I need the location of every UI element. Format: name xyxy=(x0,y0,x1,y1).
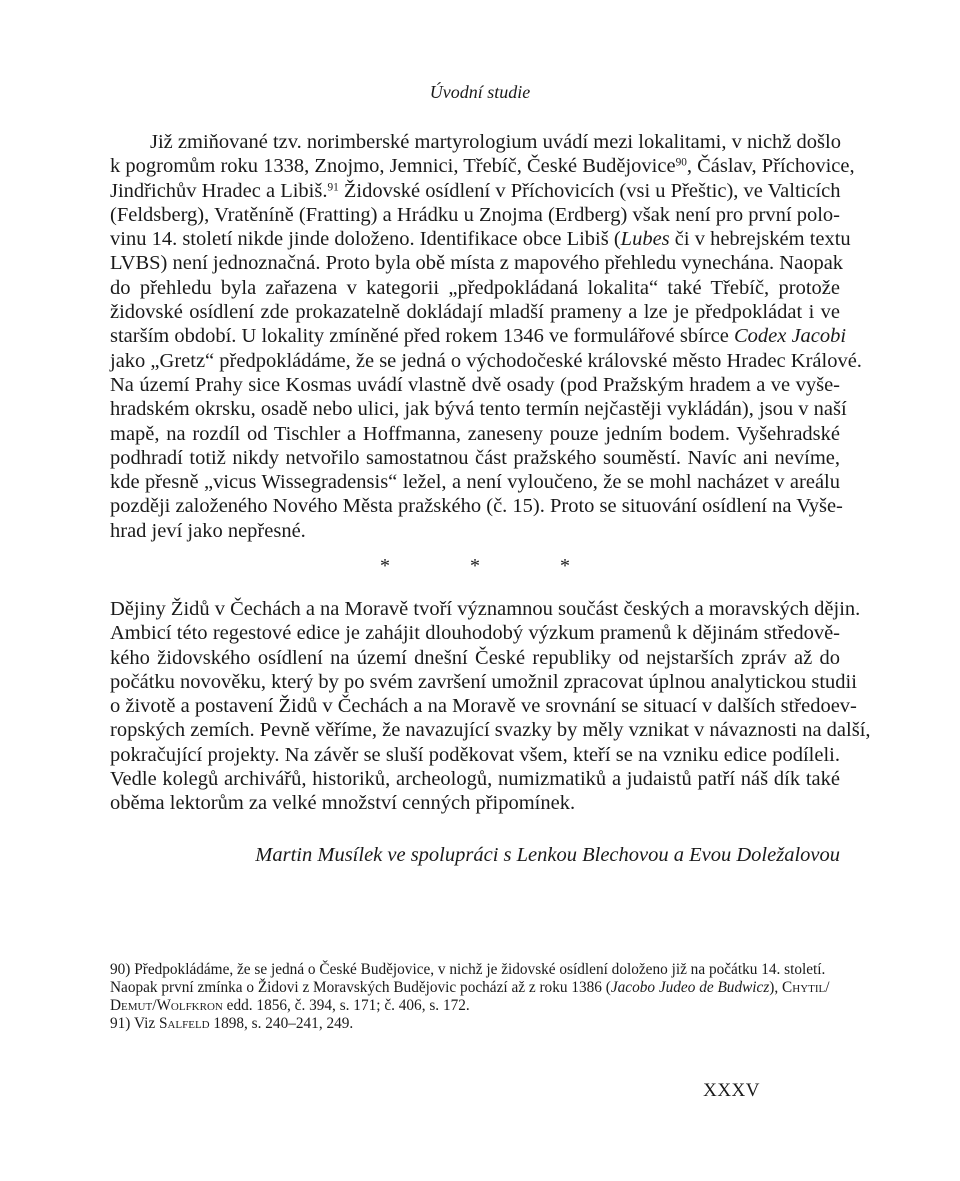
asterisk: * xyxy=(560,555,570,577)
footnote-90-cont xyxy=(110,979,840,997)
text: podhradí totiž nikdy netvořilo samostatnou část pražského souměstí. Navíc ani nevíme, xyxy=(110,446,840,469)
text: 1898, s. 240–241, 249. xyxy=(209,1015,354,1032)
text-line xyxy=(110,767,840,791)
text-line xyxy=(110,154,855,178)
text: 90) Předpokládáme, že se jedná o České Budějovice, v nichž je židovské osídlení doloženo již na počátku 14. století. xyxy=(110,961,826,978)
paragraph-martyrology xyxy=(110,130,862,543)
section-separator xyxy=(380,555,570,578)
text: Ambicí této regestové edice je zahájit dlouhodobý výzkum pramenů k dějinám středově- xyxy=(110,622,840,645)
text: oběma lektorům za velké množství cenných připomínek. xyxy=(110,792,576,815)
text-line xyxy=(110,718,871,742)
text-line xyxy=(110,324,847,348)
text-line xyxy=(110,373,840,397)
text-line xyxy=(110,130,840,154)
asterisk: * xyxy=(470,555,480,577)
text-line xyxy=(110,422,840,446)
text-line xyxy=(110,519,840,543)
text-line xyxy=(110,349,862,373)
footnote-ref-90[interactable]: 90 xyxy=(675,156,687,169)
footnote-90-cont xyxy=(110,997,840,1015)
text: kde přesně „vicus Wissegradensis“ ležel, a není vyloučeno, že se mohl nacházet v areálu xyxy=(110,471,840,494)
text-line xyxy=(110,446,840,470)
text-line xyxy=(110,694,857,718)
text-line xyxy=(110,621,840,645)
text: kého židovského osídlení na území dnešní České republiky od nejstarších zpráv až do xyxy=(110,646,840,669)
text: ), xyxy=(769,979,783,996)
author-signature: Martin Musílek ve spolupráci s Lenkou Blechovou a Evou Doležalovou xyxy=(255,844,840,866)
text: ropských zemích. Pevně věříme, že navazující svazky by měly vznikat v návaznosti na další, xyxy=(110,719,871,742)
paragraph-history xyxy=(110,597,871,816)
text: starším období. U lokality zmíněné před rokem 1346 ve formulářové sbírce xyxy=(110,325,734,348)
text: mapě, na rozdíl od Tischler a Hoffmanna, zaneseny pouze jedním bodem. Vyšehradské xyxy=(110,422,840,445)
text: Vedle kolegů archivářů, historiků, archeologů, numizmatiků a judaistů patří náš dík také xyxy=(110,768,840,791)
page-number: XXXV xyxy=(703,1080,760,1101)
footnote-ref-91[interactable]: 91 xyxy=(327,180,339,193)
author-name: Demut xyxy=(110,997,153,1014)
text: edd. 1856, č. 394, s. 171; č. 406, s. 172. xyxy=(222,997,470,1014)
text-line xyxy=(110,470,840,494)
text: Naopak první zmínka o Židovi z Moravských Budějovic pochází až z roku 1386 ( xyxy=(110,979,611,996)
asterisk: * xyxy=(380,555,390,577)
author-name: Chytil/ xyxy=(782,979,830,996)
text: Jindřichův Hradec a Libiš. xyxy=(110,179,328,202)
text: 91) Viz xyxy=(110,1015,159,1032)
text-line xyxy=(110,791,840,815)
text: , Čáslav, Příchovice, xyxy=(686,155,855,178)
text-line xyxy=(110,743,840,767)
text-line xyxy=(110,203,840,227)
text: o životě a postavení Židů v Čechách a na Moravě ve srovnání se situací v dalších středoev- xyxy=(110,695,857,718)
author-name: Wolfkron xyxy=(156,997,223,1014)
footnotes xyxy=(110,961,840,1033)
text-line xyxy=(110,597,861,621)
text-line xyxy=(110,670,857,694)
text: / xyxy=(152,997,157,1014)
footnote-91 xyxy=(110,1015,840,1033)
text: počátku novověku, který by po svém završení umožnil zpracovat úplnou analytickou studii xyxy=(110,670,857,693)
italic-term: Codex Jacobi xyxy=(733,325,847,348)
italic-term: Lubes xyxy=(620,228,670,251)
text: Židovské osídlení v Příchovicích (vsi u Přeštic), ve Valticích xyxy=(338,179,841,202)
text: židovské osídlení zde prokazatelně dokládají mladší prameny a lze je předpokládat i ve xyxy=(110,301,840,324)
text: (Feldsberg), Vratěníně (Fratting) a Hrádku u Znojma (Erdberg) však není pro první polo- xyxy=(110,203,840,226)
text: Již zmiňované tzv. norimberské martyrologium uvádí mezi lokalitami, v nichž došlo xyxy=(150,131,841,153)
text: pokračující projekty. Na závěr se sluší poděkovat všem, kteří se na vzniku edice podíleli. xyxy=(110,743,840,766)
text-line xyxy=(110,397,847,421)
text: vinu 14. století nikde jinde doloženo. Identifikace obce Libiš ( xyxy=(110,228,621,251)
text: později založeného Nového Města pražského (č. 15). Proto se situování osídlení na Vyše- xyxy=(110,495,843,518)
text: či v hebrejském textu xyxy=(669,228,851,251)
text-line xyxy=(110,179,840,203)
text: hrad jeví jako nepřesné. xyxy=(110,519,306,542)
text: do přehledu byla zařazena v kategorii „předpokládaná lokalita“ také Třebíč, protože xyxy=(110,276,840,299)
text-line xyxy=(110,251,844,275)
text: LVBS) není jednoznačná. Proto byla obě místa z mapového přehledu vynechána. Naopak xyxy=(110,252,844,275)
text-line xyxy=(110,646,840,670)
text-line xyxy=(110,300,840,324)
text: jako „Gretz“ předpokládáme, že se jedná o východočeské královské město Hradec Králové. xyxy=(110,349,862,372)
text: Na území Prahy sice Kosmas uvádí vlastně dvě osady (pod Pražským hradem a ve vyše- xyxy=(110,373,840,396)
author-name: Salfeld xyxy=(158,1015,210,1032)
text: k pogromům roku 1338, Znojmo, Jemnici, Třebíč, České Budějovice xyxy=(110,155,676,178)
text-line xyxy=(110,494,843,518)
running-title: Úvodní studie xyxy=(429,82,531,102)
text: hradském okrsku, osadě nebo ulici, jak bývá tento termín nejčastěji vykládán), jsou v naší xyxy=(110,398,847,421)
text: Dějiny Židů v Čechách a na Moravě tvoří významnou součást českých a moravských dějin. xyxy=(110,598,861,620)
footnote-90 xyxy=(110,961,840,979)
text-line xyxy=(110,227,851,251)
italic-term: Jacobo Judeo de Budwicz xyxy=(610,979,770,996)
text-line xyxy=(110,276,840,300)
